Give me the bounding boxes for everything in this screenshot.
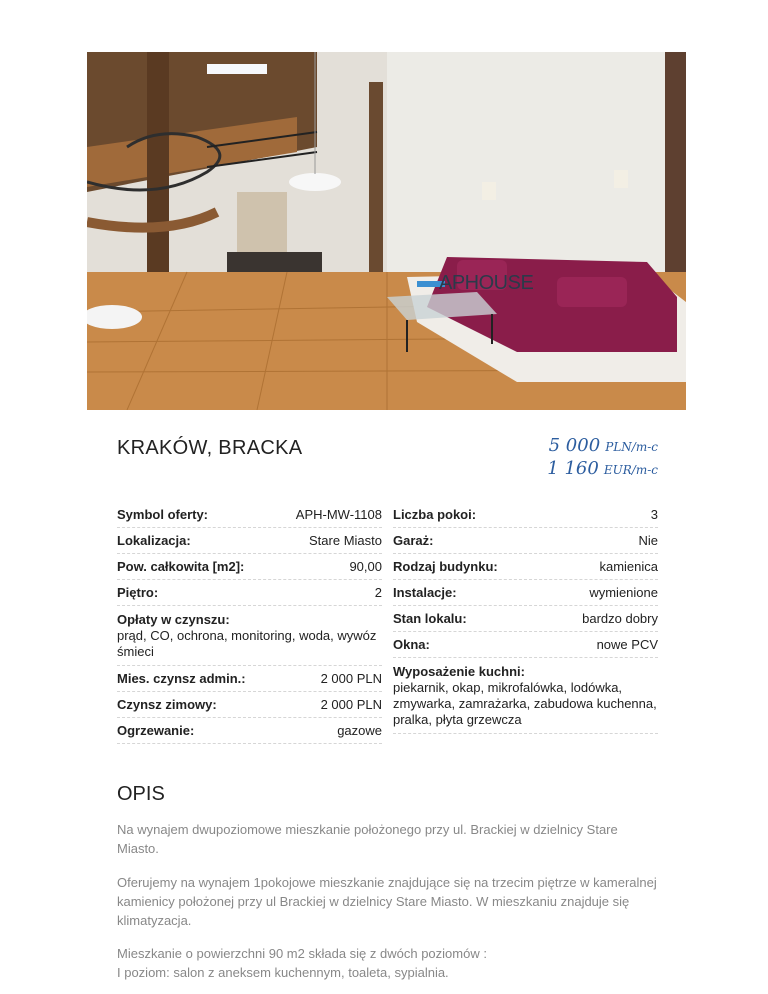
detail-value: gazowe [337,723,382,738]
price-pln-unit: PLN/m-c [605,440,658,454]
detail-label: Stan lokalu: [393,611,467,626]
detail-value: bardzo dobry [582,611,658,626]
watermark-logo [417,272,547,295]
description-line: I poziom: salon z aneksem kuchennym, toaleta, sypialnia. [117,965,449,980]
apartment-photo-illustration [87,52,686,410]
watermark-text: APHOUSE [439,272,534,294]
detail-symbol [117,502,382,528]
detail-label: Mies. czynsz admin.: [117,671,246,686]
detail-label: Lokalizacja: [117,533,191,548]
detail-value: piekarnik, okap, mikrofalówka, lodówka, zmywarka, zamrażarka, zabudowa kuchenna, pralka, płyta grzewcza [393,680,657,727]
detail-powierzchnia [117,554,382,580]
detail-value: nowe PCV [596,637,658,652]
detail-label: Ogrzewanie: [117,723,195,738]
detail-value: 3 [650,507,658,522]
detail-okna [393,632,658,658]
detail-oplaty [117,606,382,666]
description-heading: OPIS [117,783,165,805]
detail-pokoje [393,502,658,528]
details-right [393,502,658,734]
detail-label: Instalacje: [393,585,457,600]
detail-label: Symbol oferty: [117,507,209,522]
details-left [117,502,382,744]
description-line: Mieszkanie o powierzchni 90 m2 składa się z dwóch poziomów : [117,946,487,961]
detail-garaz [393,528,658,554]
detail-instalacje [393,580,658,606]
detail-value: APH-MW-1108 [295,507,382,522]
detail-stan-lokalu [393,606,658,632]
description-paragraph-2: Oferujemy na wynajem 1pokojowe mieszkanie znajdujące się na trzecim piętrze w kameralnej kamienicy położonej przy ul Brackiej w dzielnicy Stare Miasto. W mieszkaniu znajduje się klimatyzacja. [117,875,657,928]
detail-label: Okna: [393,637,430,652]
price-eur-unit: EUR/m-c [603,463,658,477]
detail-label: Opłaty w czynszu: [117,612,230,627]
detail-value: kamienica [599,559,658,574]
detail-label: Czynsz zimowy: [117,697,217,712]
detail-pietro [117,580,382,606]
detail-label: Wyposażenie kuchni: [393,664,525,679]
detail-label: Rodzaj budynku: [393,559,498,574]
detail-value: wymienione [589,585,658,600]
description-paragraph-1: Na wynajem dwupoziomowe mieszkanie położonego przy ul. Brackiej w dzielnicy Stare Miasto. [117,822,618,856]
detail-lokalizacja [117,528,382,554]
price-block [547,435,658,481]
detail-czynsz-zimowy [117,692,382,718]
listing-title: KRAKÓW, BRACKA [117,437,303,459]
price-eur: 1 160 [547,458,599,479]
detail-label: Liczba pokoi: [393,507,477,522]
detail-wyposazenie-kuchni [393,658,658,734]
detail-label: Garaż: [393,533,434,548]
detail-value: 2 000 PLN [320,697,382,712]
apartment-photo [87,52,686,410]
detail-label: Piętro: [117,585,159,600]
price-pln: 5 000 [548,435,601,456]
description-paragraph-3 [117,944,657,982]
detail-value: 2 000 PLN [320,671,382,686]
detail-label: Pow. całkowita [m2]: [117,559,245,574]
detail-value: Nie [638,533,658,548]
detail-value: 90,00 [349,559,382,574]
detail-value: Stare Miasto [309,533,382,548]
detail-mies-czynsz [117,666,382,692]
detail-value: 2 [374,585,382,600]
detail-value: prąd, CO, ochrona, monitoring, woda, wywóz śmieci [117,628,377,659]
detail-rodzaj-budynku [393,554,658,580]
detail-ogrzewanie [117,718,382,744]
